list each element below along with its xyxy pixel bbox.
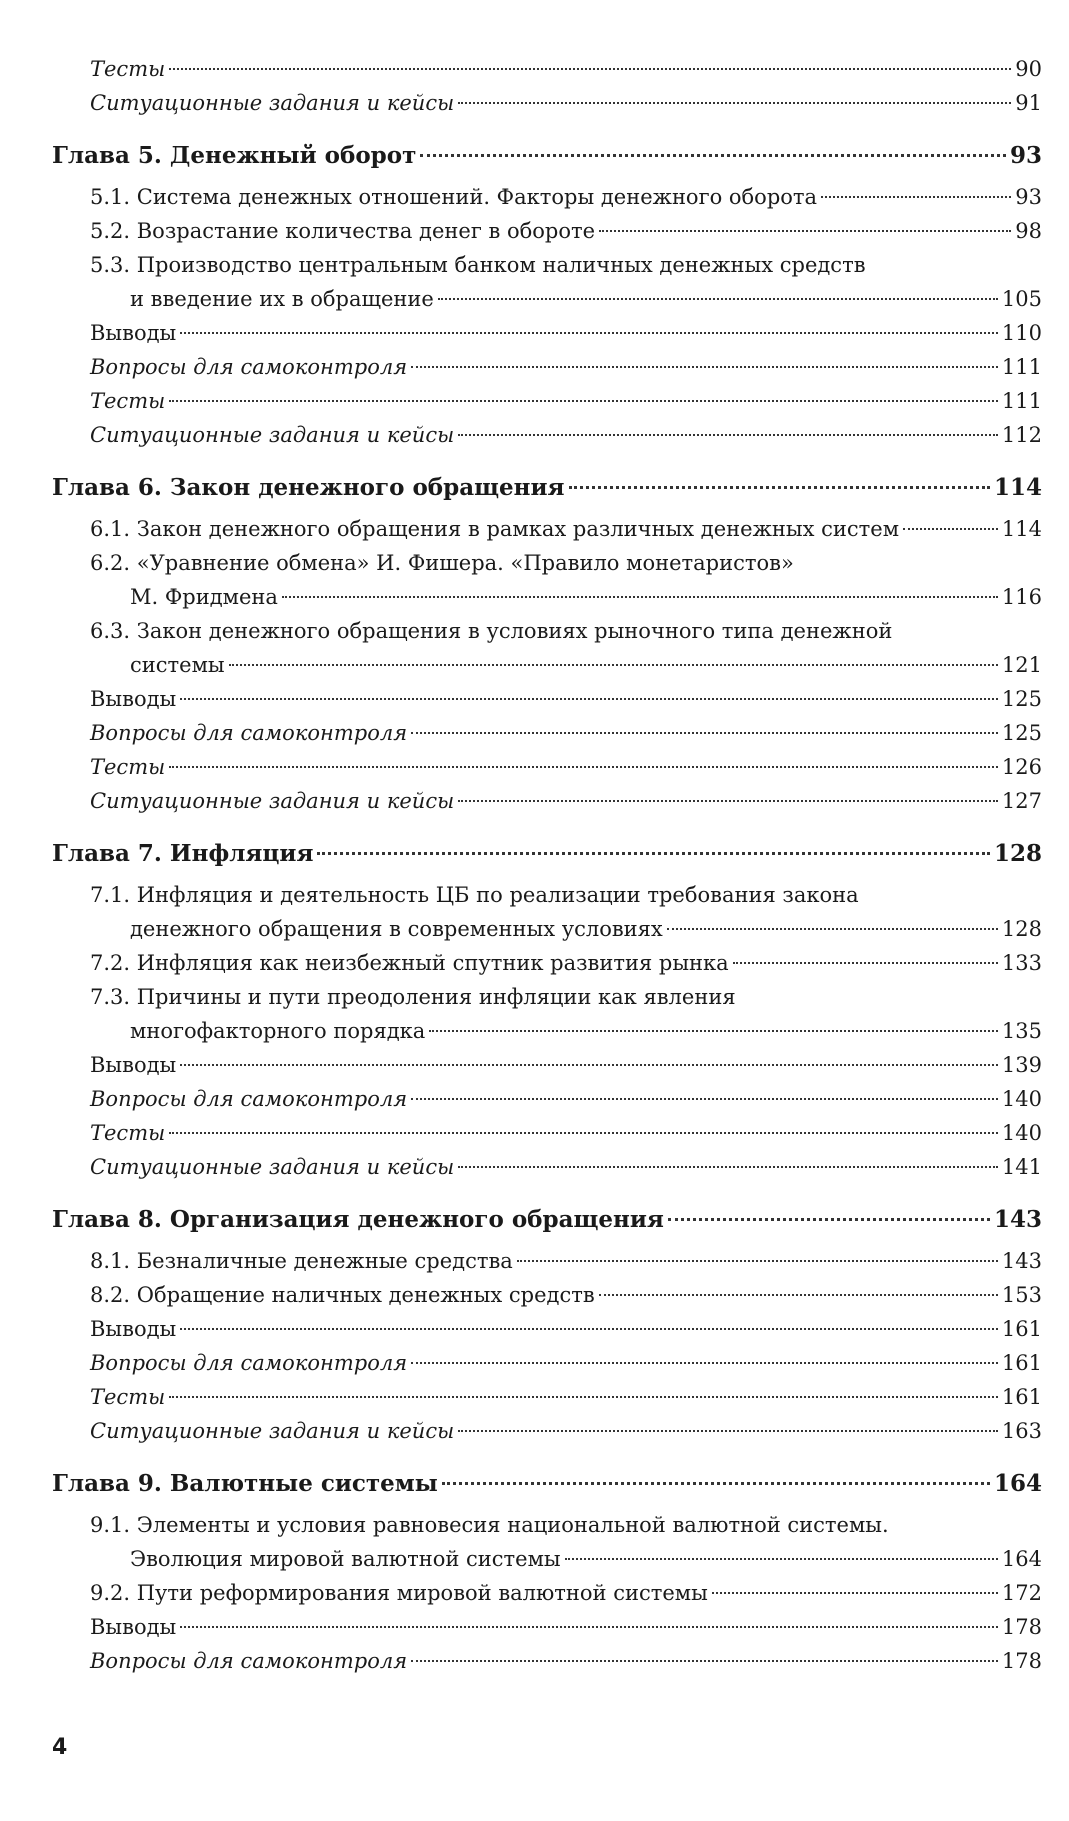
section-page: 143: [1001, 1249, 1042, 1273]
toc-entry-conclusions[interactable]: [52, 316, 1042, 350]
toc-entry-title: Вопросы для самоконтроля: [90, 355, 408, 379]
toc-entry-title: Выводы: [90, 321, 177, 345]
dot-leader: [517, 1260, 998, 1262]
dot-leader: [411, 366, 998, 368]
dot-leader: [438, 298, 998, 300]
section-title-line2: Эволюция мировой валютной системы: [130, 1547, 561, 1571]
toc-entry-tests[interactable]: [52, 384, 1042, 418]
section-page: 128: [1001, 917, 1042, 941]
dot-leader: [169, 1132, 998, 1134]
toc-chapter-9[interactable]: [52, 1466, 1042, 1502]
section-title: 9.2. Пути реформирования мировой валютной системы: [90, 1581, 708, 1605]
toc-entry-title: Ситуационные задания и кейсы: [90, 1419, 455, 1443]
toc-section-9-1[interactable]: [52, 1508, 1042, 1576]
toc-entry-conclusions[interactable]: [52, 682, 1042, 716]
toc-entry-page: 112: [1001, 423, 1042, 447]
section-title-line1: 5.3. Производство центральным банком наличных денежных средств: [90, 253, 866, 277]
toc-section-9-2[interactable]: [52, 1576, 1042, 1610]
section-title-line1: 7.1. Инфляция и деятельность ЦБ по реализации требования закона: [90, 883, 859, 907]
dot-leader: [282, 596, 998, 598]
dot-leader: [180, 698, 998, 700]
toc-entry-cases[interactable]: [52, 418, 1042, 452]
toc-entry-questions[interactable]: [52, 1644, 1042, 1678]
section-title-line1: 6.3. Закон денежного обращения в условиях рыночного типа денежной: [90, 619, 893, 643]
toc-entry-page: 125: [1001, 687, 1042, 711]
toc-entry-title: Тесты: [90, 1385, 166, 1409]
dot-leader: [733, 962, 998, 964]
page-number: 4: [52, 1735, 68, 1760]
dot-leader: [169, 766, 998, 768]
dot-leader: [169, 400, 998, 402]
toc-section-5-1[interactable]: [52, 180, 1042, 214]
section-title-line2: денежного обращения в современных условиях: [130, 917, 663, 941]
toc-entry-cases[interactable]: [52, 1414, 1042, 1448]
toc-entry-title: Ситуационные задания и кейсы: [90, 1155, 455, 1179]
section-title-line1: 7.3. Причины и пути преодоления инфляции как явления: [90, 985, 736, 1009]
section-title: 6.1. Закон денежного обращения в рамках различных денежных систем: [90, 517, 900, 541]
toc-entry-title: Тесты: [90, 57, 166, 81]
toc-entry-conclusions[interactable]: [52, 1312, 1042, 1346]
dot-leader: [458, 800, 998, 802]
section-title: 5.2. Возрастание количества денег в обороте: [90, 219, 596, 243]
toc-section-8-2[interactable]: [52, 1278, 1042, 1312]
section-page: 114: [1001, 517, 1042, 541]
toc-entry-cases[interactable]: [52, 86, 1042, 120]
toc-entry-questions[interactable]: [52, 716, 1042, 750]
section-page: 116: [1001, 585, 1042, 609]
toc-entry-title: Ситуационные задания и кейсы: [90, 789, 455, 813]
dot-leader: [667, 928, 998, 930]
section-title-line1: 6.2. «Уравнение обмена» И. Фишера. «Правило монетаристов»: [90, 551, 794, 575]
toc-entry-page: 90: [1015, 57, 1042, 81]
toc-section-6-3[interactable]: [52, 614, 1042, 682]
toc-section-6-2[interactable]: [52, 546, 1042, 614]
toc-entry-title: Вопросы для самоконтроля: [90, 721, 408, 745]
toc-entry-page: 139: [1001, 1053, 1042, 1077]
toc-entry-page: 127: [1001, 789, 1042, 813]
toc-entry-page: 140: [1001, 1121, 1042, 1145]
toc-entry-cases[interactable]: [52, 1150, 1042, 1184]
toc-entry-questions[interactable]: [52, 1082, 1042, 1116]
toc-chapter-6[interactable]: [52, 470, 1042, 506]
toc-entry-tests[interactable]: [52, 1116, 1042, 1150]
section-title-line2: системы: [130, 653, 225, 677]
toc-entry-title: Ситуационные задания и кейсы: [90, 423, 455, 447]
chapter-title: Глава 7. Инфляция: [52, 840, 314, 867]
section-page: 93: [1015, 185, 1042, 209]
dot-leader: [411, 1362, 998, 1364]
dot-leader: [411, 1098, 998, 1100]
dot-leader: [668, 1218, 990, 1221]
dot-leader: [429, 1030, 998, 1032]
toc-entry-title: Тесты: [90, 1121, 166, 1145]
dot-leader: [169, 1396, 998, 1398]
dot-leader: [712, 1592, 998, 1594]
toc-entry-page: 126: [1001, 755, 1042, 779]
toc-entry-page: 140: [1001, 1087, 1042, 1111]
chapter-page: 164: [993, 1470, 1042, 1497]
toc-section-8-1[interactable]: [52, 1244, 1042, 1278]
dot-leader: [420, 154, 1006, 157]
toc-entry-page: 111: [1001, 389, 1042, 413]
section-title: 8.1. Безналичные денежные средства: [90, 1249, 513, 1273]
toc-entry-conclusions[interactable]: [52, 1048, 1042, 1082]
toc-chapter-5[interactable]: [52, 138, 1042, 174]
dot-leader: [411, 1660, 998, 1662]
chapter-page: 128: [993, 840, 1042, 867]
toc-chapter-7[interactable]: [52, 836, 1042, 872]
toc-entry-tests[interactable]: [52, 750, 1042, 784]
dot-leader: [458, 1430, 998, 1432]
chapter-page: 114: [993, 474, 1042, 501]
toc-entry-page: 125: [1001, 721, 1042, 745]
toc-entry-page: 111: [1001, 355, 1042, 379]
dot-leader: [565, 1558, 998, 1560]
toc-section-7-1[interactable]: [52, 878, 1042, 946]
toc-entry-title: Выводы: [90, 687, 177, 711]
section-page: 105: [1001, 287, 1042, 311]
section-page: 133: [1001, 951, 1042, 975]
dot-leader: [180, 332, 998, 334]
toc-entry-page: 91: [1015, 91, 1042, 115]
toc-entry-cases[interactable]: [52, 784, 1042, 818]
toc-entry-title: Выводы: [90, 1615, 177, 1639]
toc-entry-title: Ситуационные задания и кейсы: [90, 91, 455, 115]
toc-entry-page: 178: [1001, 1615, 1042, 1639]
chapter-title: Глава 6. Закон денежного обращения: [52, 474, 565, 501]
section-title-line2: и введение их в обращение: [130, 287, 434, 311]
toc-section-7-2[interactable]: [52, 946, 1042, 980]
toc-entry-page: 178: [1001, 1649, 1042, 1673]
toc-entry-page: 161: [1001, 1317, 1042, 1341]
toc-entry-title: Выводы: [90, 1053, 177, 1077]
toc-entry-page: 161: [1001, 1385, 1042, 1409]
dot-leader: [411, 732, 998, 734]
toc-section-5-2[interactable]: [52, 214, 1042, 248]
chapter-title: Глава 5. Денежный оборот: [52, 142, 417, 169]
toc-chapter-8[interactable]: [52, 1202, 1042, 1238]
toc-entry-title: Выводы: [90, 1317, 177, 1341]
toc-entry-title: Тесты: [90, 389, 166, 413]
toc-entry-questions[interactable]: [52, 350, 1042, 384]
dot-leader: [458, 434, 998, 436]
chapter-title: Глава 8. Организация денежного обращения: [52, 1206, 664, 1233]
toc-entry-page: 161: [1001, 1351, 1042, 1375]
toc-section-6-1[interactable]: [52, 512, 1042, 546]
toc-entry-questions[interactable]: [52, 1346, 1042, 1380]
dot-leader: [317, 852, 990, 855]
toc-entry-title: Вопросы для самоконтроля: [90, 1351, 408, 1375]
toc-entry-title: Вопросы для самоконтроля: [90, 1649, 408, 1673]
toc-section-5-3[interactable]: [52, 248, 1042, 316]
toc-entry-page: 110: [1001, 321, 1042, 345]
toc-entry-title: Вопросы для самоконтроля: [90, 1087, 408, 1111]
dot-leader: [180, 1328, 998, 1330]
section-page: 164: [1001, 1547, 1042, 1571]
chapter-title: Глава 9. Валютные системы: [52, 1470, 438, 1497]
section-title: 7.2. Инфляция как неизбежный спутник развития рынка: [90, 951, 729, 975]
chapter-page: 93: [1009, 142, 1042, 169]
chapter-page: 143: [993, 1206, 1042, 1233]
toc-entry-tests[interactable]: [52, 1380, 1042, 1414]
section-title-line2: многофакторного порядка: [130, 1019, 426, 1043]
section-title-line2: М. Фридмена: [130, 585, 278, 609]
table-of-contents: [52, 52, 1042, 1678]
section-title: 8.2. Обращение наличных денежных средств: [90, 1283, 595, 1307]
toc-entry-page: 163: [1001, 1419, 1042, 1443]
section-title-line1: 9.1. Элементы и условия равновесия национальной валютной системы.: [90, 1513, 889, 1537]
dot-leader: [569, 486, 990, 489]
toc-section-7-3[interactable]: [52, 980, 1042, 1048]
section-page: 172: [1001, 1581, 1042, 1605]
toc-entry-conclusions[interactable]: [52, 1610, 1042, 1644]
section-page: 98: [1015, 219, 1042, 243]
section-page: 135: [1001, 1019, 1042, 1043]
dot-leader: [458, 1166, 998, 1168]
dot-leader: [180, 1064, 998, 1066]
dot-leader: [180, 1626, 998, 1628]
toc-entry-page: 141: [1001, 1155, 1042, 1179]
toc-entry-title: Тесты: [90, 755, 166, 779]
dot-leader: [599, 1294, 998, 1296]
dot-leader: [229, 664, 998, 666]
toc-entry-tests[interactable]: [52, 52, 1042, 86]
dot-leader: [599, 230, 1011, 232]
section-page: 153: [1001, 1283, 1042, 1307]
dot-leader: [458, 102, 1011, 104]
section-title: 5.1. Система денежных отношений. Факторы денежного оборота: [90, 185, 818, 209]
dot-leader: [169, 68, 1011, 70]
section-page: 121: [1001, 653, 1042, 677]
dot-leader: [442, 1482, 990, 1485]
dot-leader: [903, 528, 998, 530]
dot-leader: [821, 196, 1011, 198]
